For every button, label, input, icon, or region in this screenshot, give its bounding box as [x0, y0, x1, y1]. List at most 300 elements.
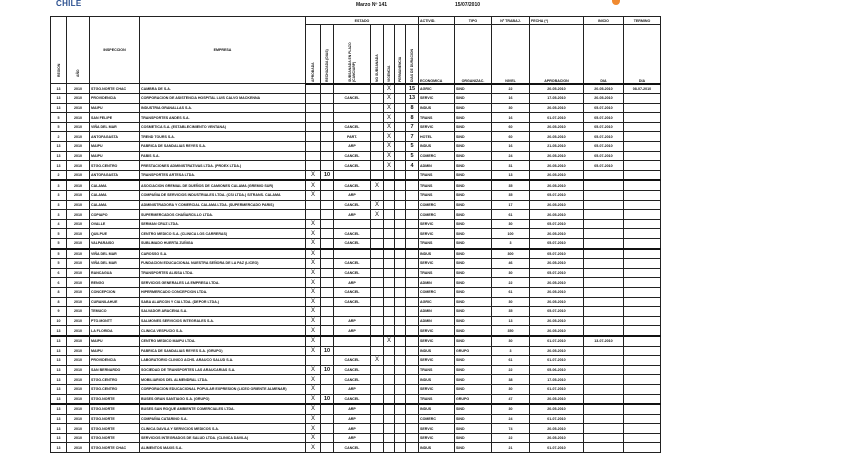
cell-empresa: COMPAÑIA DE SERVICIOS INDUSTRIALES LTDA. (CSI LTDA.) SITRANS. CALAMA — [140, 191, 306, 201]
cell-anio: 2010 — [67, 84, 90, 94]
cell-permanencia — [395, 346, 406, 356]
cell-nivel: 300 — [492, 249, 530, 259]
cell-inspeccion: CALAMA — [90, 180, 140, 190]
cell-vigencia — [384, 356, 395, 366]
cell-anio: 2010 — [67, 268, 90, 278]
cell-tipo: SIND — [455, 424, 492, 434]
cell-subsanada: CANCEL — [334, 239, 371, 249]
cell-rechazada — [321, 336, 334, 346]
cell-tipo: SIND — [455, 142, 492, 152]
cell-actividad: INDUS — [419, 103, 455, 113]
table-row — [51, 316, 661, 326]
cell-anio: 2010 — [67, 94, 90, 104]
cell-anio: 2010 — [67, 103, 90, 113]
cell-no-subsanada — [371, 307, 384, 317]
cell-aprobada — [306, 356, 321, 366]
table-row — [51, 365, 661, 375]
cell-termino — [624, 414, 661, 424]
cell-inspeccion: RENGO — [90, 278, 140, 288]
cell-anio: 2010 — [67, 356, 90, 366]
table-row — [51, 268, 661, 278]
cell-no-subsanada — [371, 259, 384, 269]
cell-rechazada — [321, 122, 334, 132]
inspection-table — [50, 16, 661, 453]
cell-aprobada — [306, 94, 321, 104]
cell-fecha: 17-05-2010 — [530, 94, 584, 104]
cell-anio: 2010 — [67, 113, 90, 123]
cell-region: 13 — [51, 103, 67, 113]
cell-inicio: 05-07-2010 — [584, 122, 624, 132]
cell-dias: 8 — [406, 103, 419, 113]
cell-vigencia: X — [384, 122, 395, 132]
cell-tipo: SIND — [455, 132, 492, 142]
cell-nivel: 38 — [492, 375, 530, 385]
table-row — [51, 94, 661, 104]
cell-aprobada: X — [306, 239, 321, 249]
cell-region: 13 — [51, 384, 67, 394]
cell-inspeccion: TEMUCO — [90, 307, 140, 317]
cell-subsanada: ARP — [334, 384, 371, 394]
cell-rechazada — [321, 103, 334, 113]
col-termino-top: TERMINO — [624, 17, 661, 25]
cell-aprobada: X — [306, 433, 321, 443]
cell-inicio — [584, 249, 624, 259]
cell-region: 2 — [51, 170, 67, 180]
cell-no-subsanada — [371, 229, 384, 239]
cell-aprobada — [306, 113, 321, 123]
cell-no-subsanada — [371, 103, 384, 113]
cell-nivel: 21 — [492, 443, 530, 453]
cell-fecha: 20-05-2010 — [530, 404, 584, 414]
cell-actividad: TRANS — [419, 239, 455, 249]
cell-tipo: SIND — [455, 356, 492, 366]
cell-aprobada: X — [306, 326, 321, 336]
cell-actividad: INDUS — [419, 404, 455, 414]
cell-inspeccion: COPIAPO — [90, 210, 140, 220]
cell-tipo: SIND — [455, 151, 492, 161]
cell-region: 13 — [51, 394, 67, 404]
cell-nivel: 13 — [492, 316, 530, 326]
document-title: Marzo Nº 141 — [356, 2, 388, 8]
cell-anio: 2010 — [67, 249, 90, 259]
cell-tipo: SIND — [455, 229, 492, 239]
cell-dias — [406, 414, 419, 424]
cell-region: 3 — [51, 210, 67, 220]
table-row — [51, 346, 661, 356]
cell-tipo: SIND — [455, 384, 492, 394]
cell-fecha: 05-07-2010 — [530, 219, 584, 229]
cell-region: 13 — [51, 375, 67, 385]
cell-aprobada: X — [306, 346, 321, 356]
cell-subsanada: PART. — [334, 132, 371, 142]
cell-aprobada — [306, 142, 321, 152]
cell-tipo: SIND — [455, 287, 492, 297]
cell-nivel: 350 — [492, 326, 530, 336]
cell-termino — [624, 161, 661, 171]
cell-vigencia — [384, 424, 395, 434]
cell-actividad: HOTEL — [419, 132, 455, 142]
cell-anio: 2010 — [67, 161, 90, 171]
cell-termino — [624, 326, 661, 336]
cell-inicio — [584, 210, 624, 220]
decorative-flame-icon — [612, 0, 620, 5]
cell-actividad: INDUS — [419, 375, 455, 385]
cell-dias — [406, 375, 419, 385]
cell-tipo: SIND — [455, 404, 492, 414]
cell-rechazada — [321, 94, 334, 104]
cell-actividad: TRANS — [419, 394, 455, 404]
cell-actividad: TRANS — [419, 170, 455, 180]
cell-rechazada — [321, 307, 334, 317]
cell-actividad: COMERC — [419, 200, 455, 210]
cell-subsanada — [334, 113, 371, 123]
cell-anio: 2010 — [67, 375, 90, 385]
cell-termino — [624, 210, 661, 220]
cell-empresa: CENTRO MEDICO MAIPU LTDA. — [140, 336, 306, 346]
cell-no-subsanada — [371, 142, 384, 152]
cell-termino — [624, 142, 661, 152]
cell-termino — [624, 424, 661, 434]
table-row — [51, 278, 661, 288]
cell-tipo: SIND — [455, 326, 492, 336]
cell-fecha: 01-07-2010 — [530, 414, 584, 424]
cell-vigencia — [384, 170, 395, 180]
cell-nivel: 47 — [492, 394, 530, 404]
cell-termino — [624, 122, 661, 132]
cell-rechazada: 10 — [321, 394, 334, 404]
table-row — [51, 200, 661, 210]
cell-permanencia — [395, 170, 406, 180]
cell-region: 13 — [51, 356, 67, 366]
table-row — [51, 161, 661, 171]
table-row — [51, 375, 661, 385]
cell-anio: 2010 — [67, 191, 90, 201]
cell-anio: 2010 — [67, 239, 90, 249]
cell-no-subsanada — [371, 424, 384, 434]
cell-nivel: 74 — [492, 424, 530, 434]
cell-vigencia: X — [384, 142, 395, 152]
cell-permanencia — [395, 336, 406, 346]
cell-actividad: ADMIN — [419, 161, 455, 171]
cell-anio: 2010 — [67, 365, 90, 375]
cell-tipo: SIND — [455, 268, 492, 278]
cell-termino — [624, 346, 661, 356]
cell-tipo: SIND — [455, 239, 492, 249]
cell-actividad: ADMIN — [419, 278, 455, 288]
cell-tipo: SIND — [455, 219, 492, 229]
table-row — [51, 210, 661, 220]
cell-subsanada: CANCEL — [334, 287, 371, 297]
cell-fecha: 01-07-2010 — [530, 384, 584, 394]
cell-fecha: 20-05-2010 — [530, 259, 584, 269]
cell-fecha: 20-05-2010 — [530, 132, 584, 142]
cell-anio: 2010 — [67, 259, 90, 269]
cell-inspeccion: LA FLORIDA — [90, 326, 140, 336]
table-row — [51, 443, 661, 453]
cell-region: 13 — [51, 84, 67, 94]
cell-no-subsanada: X — [371, 200, 384, 210]
cell-rechazada: 10 — [321, 170, 334, 180]
cell-vigencia — [384, 239, 395, 249]
cell-region: 13 — [51, 433, 67, 443]
cell-no-subsanada — [371, 239, 384, 249]
cell-inicio: 05-07-2010 — [584, 113, 624, 123]
cell-vigencia — [384, 346, 395, 356]
cell-vigencia — [384, 180, 395, 190]
cell-dias — [406, 336, 419, 346]
cell-anio: 2010 — [67, 219, 90, 229]
cell-empresa: LABORATORIO CLINICO ACHS. ARAUCO SALUD S.A. — [140, 356, 306, 366]
cell-subsanada: ARP — [334, 210, 371, 220]
table-row — [51, 239, 661, 249]
cell-actividad: SERVIC — [419, 326, 455, 336]
cell-inicio — [584, 191, 624, 201]
cell-inicio — [584, 384, 624, 394]
cell-aprobada: X — [306, 278, 321, 288]
cell-dias — [406, 239, 419, 249]
cell-vigencia — [384, 200, 395, 210]
cell-permanencia — [395, 268, 406, 278]
cell-inspeccion: MAIPU — [90, 346, 140, 356]
cell-no-subsanada — [371, 394, 384, 404]
cell-nivel: 3 — [492, 239, 530, 249]
cell-vigencia — [384, 443, 395, 453]
cell-subsanada: CANCEL — [334, 394, 371, 404]
cell-anio: 2010 — [67, 424, 90, 434]
cell-inicio — [584, 365, 624, 375]
table-row — [51, 113, 661, 123]
cell-dias — [406, 229, 419, 239]
cell-inicio — [584, 433, 624, 443]
cell-aprobada — [306, 200, 321, 210]
table-row — [51, 170, 661, 180]
col-nivel-top: Nº TRABAJ. — [492, 17, 530, 25]
cell-inspeccion: CALAMA — [90, 200, 140, 210]
cell-inicio: 05-07-2010 — [584, 142, 624, 152]
cell-permanencia — [395, 287, 406, 297]
cell-vigencia — [384, 404, 395, 414]
cell-anio: 2010 — [67, 122, 90, 132]
cell-inspeccion: VIÑA DEL MAR — [90, 122, 140, 132]
cell-aprobada: X — [306, 297, 321, 307]
col-aprobada: APROBADA — [306, 25, 321, 84]
cell-vigencia — [384, 307, 395, 317]
cell-anio: 2010 — [67, 443, 90, 453]
cell-inspeccion: STGO.NORTE CHAC — [90, 443, 140, 453]
cell-dias — [406, 170, 419, 180]
cell-no-subsanada: X — [371, 356, 384, 366]
cell-vigencia — [384, 394, 395, 404]
cell-subsanada — [334, 103, 371, 113]
cell-nivel: 24 — [492, 151, 530, 161]
cell-subsanada: CANCEL — [334, 229, 371, 239]
cell-tipo: SIND — [455, 94, 492, 104]
cell-no-subsanada — [371, 433, 384, 443]
cell-subsanada: ARP — [334, 316, 371, 326]
cell-region: 13 — [51, 161, 67, 171]
cell-nivel: 22 — [492, 278, 530, 288]
cell-actividad: TRANS — [419, 113, 455, 123]
cell-actividad: SERVIC — [419, 433, 455, 443]
cell-fecha: 20-05-2010 — [530, 170, 584, 180]
cell-aprobada: X — [306, 336, 321, 346]
cell-region: 3 — [51, 180, 67, 190]
cell-empresa: FUNDACION EDUCACIONAL NUESTRA SEÑORA DE LA PAZ (LICEO) — [140, 259, 306, 269]
table-row — [51, 297, 661, 307]
cell-actividad: SERVIC — [419, 259, 455, 269]
cell-inspeccion: OVALLE — [90, 219, 140, 229]
cell-empresa: CORPORACION DE ASISTENCIA HOSPITAL LUIS CALVO MACKENNA — [140, 94, 306, 104]
cell-subsanada: CANCEL — [334, 200, 371, 210]
cell-subsanada: CANCEL — [334, 94, 371, 104]
cell-rechazada — [321, 443, 334, 453]
cell-rechazada — [321, 210, 334, 220]
cell-dias — [406, 268, 419, 278]
cell-subsanada: CANCEL — [334, 443, 371, 453]
table-row — [51, 84, 661, 94]
cell-dias — [406, 249, 419, 259]
cell-dias — [406, 307, 419, 317]
cell-no-subsanada — [371, 384, 384, 394]
cell-rechazada — [321, 326, 334, 336]
cell-fecha: 21-05-2010 — [530, 142, 584, 152]
cell-nivel: 61 — [492, 287, 530, 297]
cell-actividad: SERVIC — [419, 122, 455, 132]
cell-actividad: INDUS — [419, 443, 455, 453]
cell-rechazada: 10 — [321, 365, 334, 375]
cell-anio: 2010 — [67, 316, 90, 326]
cell-tipo: SIND — [455, 336, 492, 346]
cell-aprobada: X — [306, 375, 321, 385]
cell-no-subsanada — [371, 113, 384, 123]
cell-rechazada — [321, 297, 334, 307]
cell-rechazada — [321, 268, 334, 278]
cell-permanencia — [395, 365, 406, 375]
cell-fecha: 20-05-2010 — [530, 346, 584, 356]
cell-inspeccion: STGO.NORTE — [90, 414, 140, 424]
cell-permanencia — [395, 113, 406, 123]
cell-rechazada — [321, 249, 334, 259]
cell-subsanada: CANCEL — [334, 122, 371, 132]
cell-actividad: TRANS — [419, 365, 455, 375]
cell-no-subsanada — [371, 316, 384, 326]
cell-tipo: SIND — [455, 307, 492, 317]
cell-anio: 2010 — [67, 200, 90, 210]
cell-subsanada: ARP — [334, 414, 371, 424]
cell-dias — [406, 433, 419, 443]
cell-termino — [624, 191, 661, 201]
cell-fecha: 17-05-2010 — [530, 375, 584, 385]
cell-permanencia — [395, 249, 406, 259]
cell-vigencia: X — [384, 94, 395, 104]
cell-vigencia: X — [384, 132, 395, 142]
cell-aprobada: X — [306, 191, 321, 201]
cell-tipo: SIND — [455, 278, 492, 288]
cell-vigencia — [384, 414, 395, 424]
cell-actividad: ADMIN — [419, 316, 455, 326]
cell-nivel: 35 — [492, 180, 530, 190]
col-actividad: ECONOMICA — [419, 25, 455, 84]
cell-permanencia — [395, 307, 406, 317]
cell-fecha: 20-05-2010 — [530, 316, 584, 326]
cell-actividad: SERVIC — [419, 424, 455, 434]
cell-tipo: SIND — [455, 414, 492, 424]
cell-inicio: 20-05-2010 — [584, 84, 624, 94]
cell-subsanada: CANCEL — [334, 365, 371, 375]
cell-rechazada — [321, 316, 334, 326]
cell-tipo: SIND — [455, 161, 492, 171]
cell-rechazada — [321, 229, 334, 239]
cell-inicio — [584, 307, 624, 317]
col-permanencia: PERMANENCIA — [395, 25, 406, 84]
cell-region: 5 — [51, 122, 67, 132]
cell-aprobada — [306, 103, 321, 113]
cell-fecha: 20-05-2010 — [530, 326, 584, 336]
cell-region: 8 — [51, 297, 67, 307]
cell-permanencia — [395, 229, 406, 239]
cell-vigencia — [384, 259, 395, 269]
cell-nivel: 60 — [492, 132, 530, 142]
cell-aprobada: X — [306, 365, 321, 375]
cell-aprobada: X — [306, 229, 321, 239]
cell-nivel: 3 — [492, 346, 530, 356]
cell-inspeccion: PROVIDENCIA — [90, 94, 140, 104]
cell-inspeccion: CALAMA — [90, 191, 140, 201]
logo: CHILE — [56, 0, 82, 8]
cell-anio: 2010 — [67, 297, 90, 307]
cell-fecha: 20-05-2010 — [530, 433, 584, 443]
cell-termino — [624, 259, 661, 269]
cell-aprobada: X — [306, 259, 321, 269]
cell-subsanada — [334, 170, 371, 180]
cell-tipo: SIND — [455, 84, 492, 94]
cell-nivel: 16 — [492, 113, 530, 123]
cell-empresa: SABA ALARCON Y CIA LTDA. (DEPOR LTDA.) — [140, 297, 306, 307]
cell-tipo: SIND — [455, 297, 492, 307]
col-fecha: APROBACION — [530, 25, 584, 84]
cell-inspeccion: MAIPU — [90, 336, 140, 346]
table-row — [51, 414, 661, 424]
cell-no-subsanada — [371, 278, 384, 288]
cell-fecha: 05-07-2010 — [530, 268, 584, 278]
cell-no-subsanada — [371, 346, 384, 356]
cell-empresa: FABIS S.A. — [140, 151, 306, 161]
cell-dias: 8 — [406, 113, 419, 123]
cell-anio: 2010 — [67, 433, 90, 443]
cell-empresa: BUSES SAN ROQUE AMBIENTE COMERCIALES LTDA. — [140, 404, 306, 414]
cell-rechazada — [321, 278, 334, 288]
cell-actividad: ADMIN — [419, 307, 455, 317]
cell-vigencia — [384, 316, 395, 326]
cell-subsanada: CANCEL — [334, 297, 371, 307]
cell-fecha: 05-07-2010 — [530, 191, 584, 201]
table-row — [51, 356, 661, 366]
cell-fecha: 20-05-2010 — [530, 278, 584, 288]
cell-tipo: SIND — [455, 259, 492, 269]
cell-rechazada — [321, 404, 334, 414]
cell-permanencia — [395, 326, 406, 336]
cell-rechazada — [321, 259, 334, 269]
cell-vigencia: X — [384, 103, 395, 113]
cell-actividad: COMERC — [419, 151, 455, 161]
cell-subsanada: ARP — [334, 433, 371, 443]
cell-permanencia — [395, 443, 406, 453]
cell-vigencia — [384, 210, 395, 220]
cell-fecha: 01-07-2010 — [530, 443, 584, 453]
cell-empresa: FABRICA DE SANDALIAS REYES S.A. (GRUPO) — [140, 346, 306, 356]
cell-permanencia — [395, 210, 406, 220]
cell-inicio — [584, 326, 624, 336]
